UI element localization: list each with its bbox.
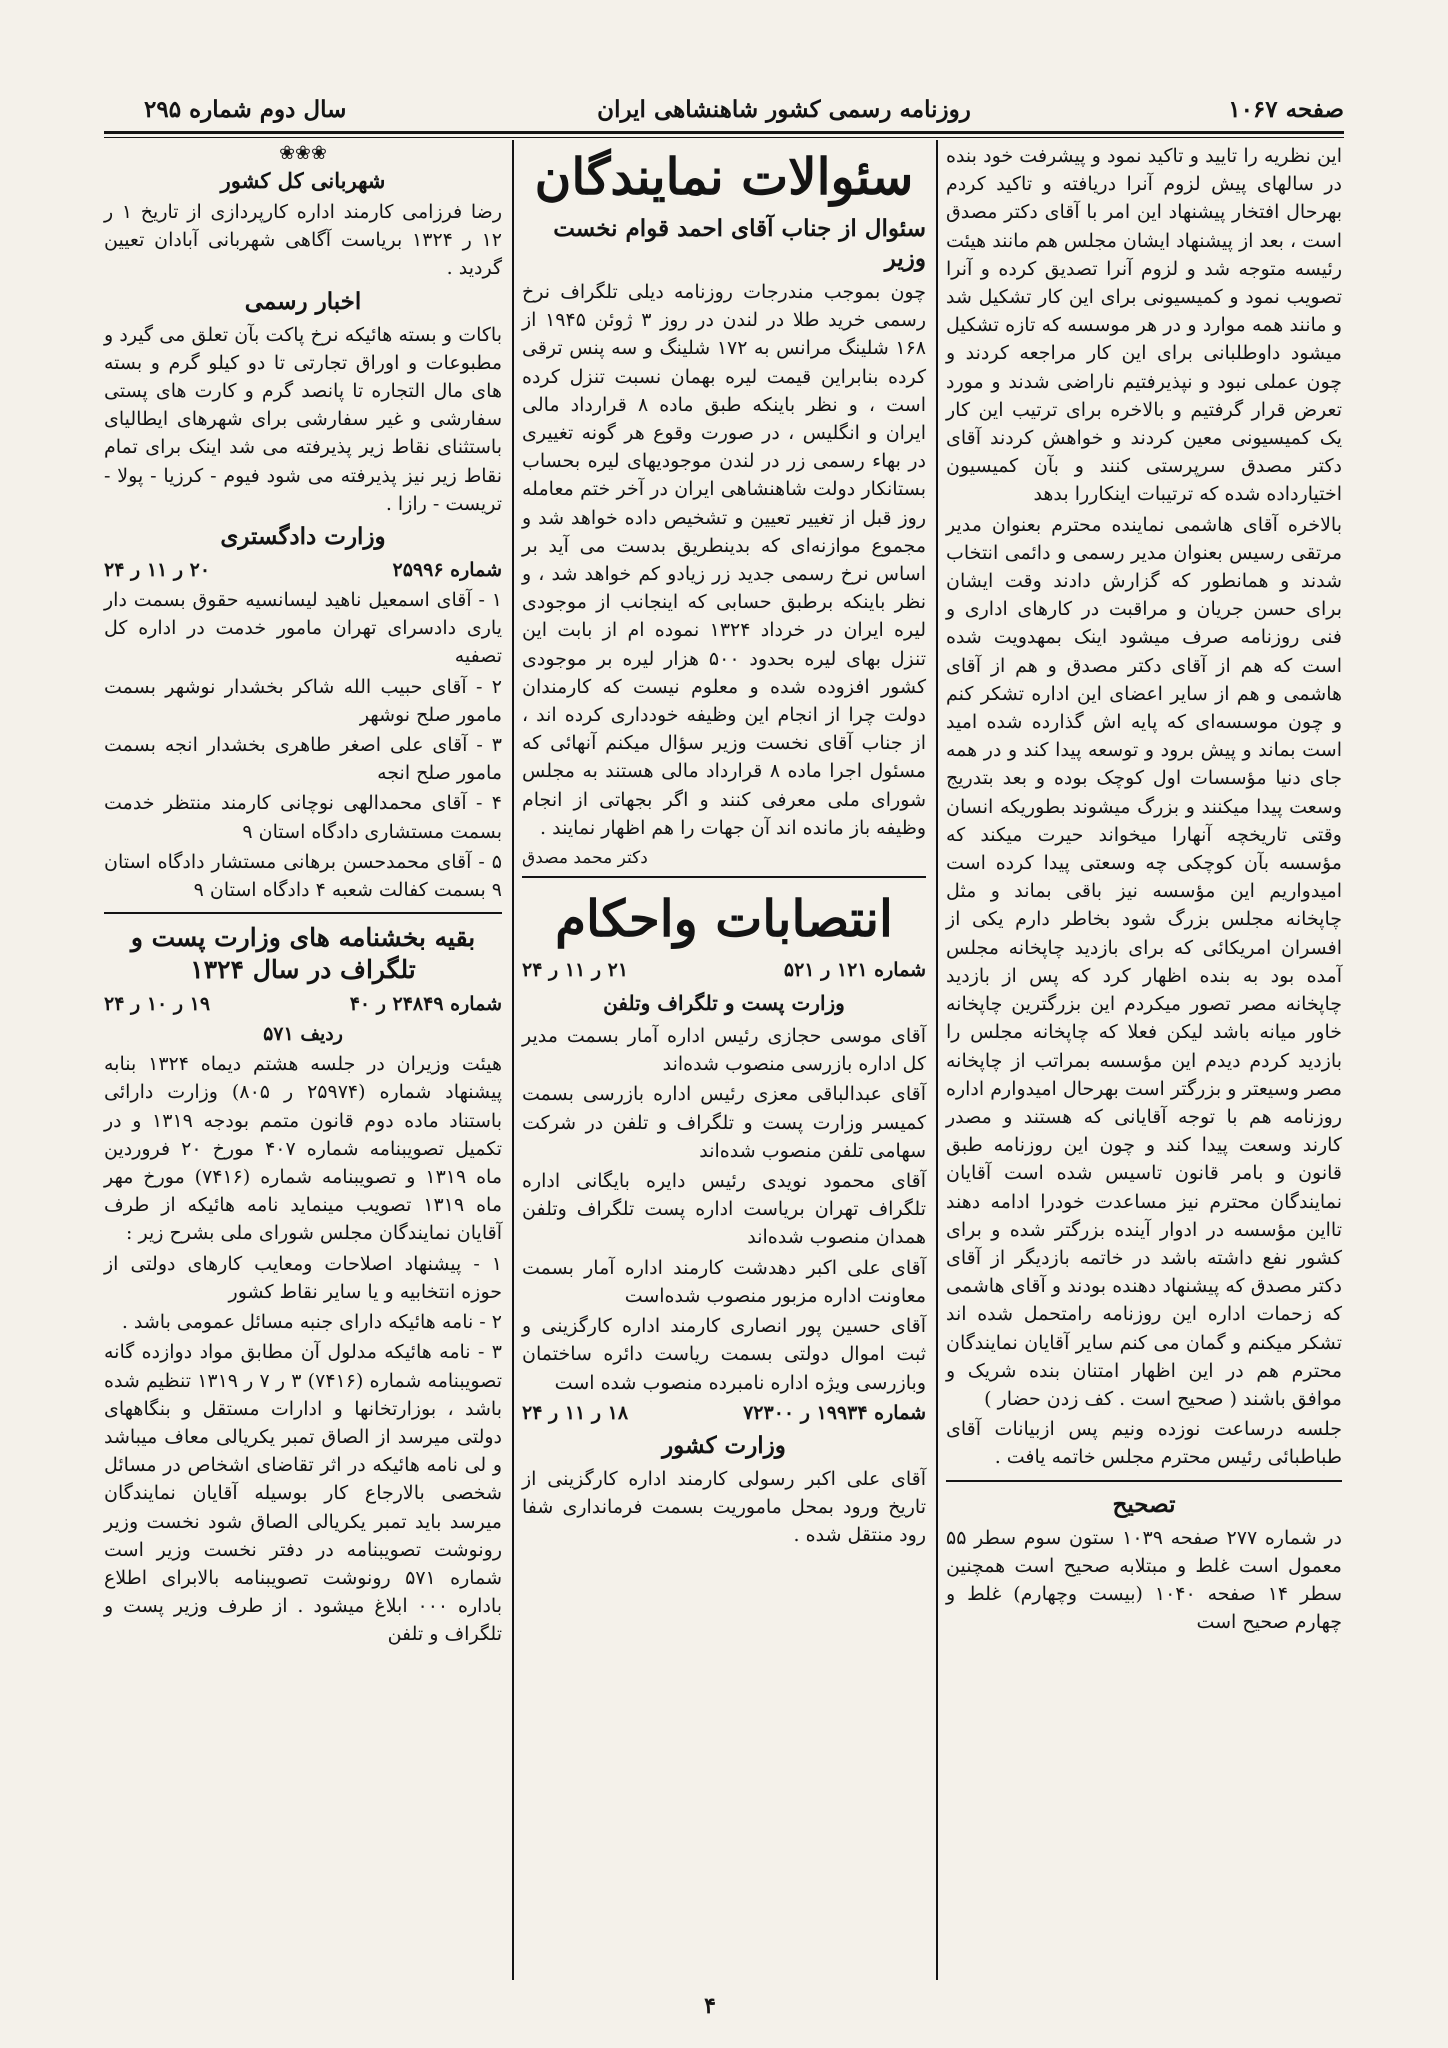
order-date: ۲۰ ر ۱۱ ر ۲۴	[104, 559, 211, 582]
footer-page-number: ۴	[704, 1993, 716, 2019]
row-label: ردیف ۵۷۱	[263, 1023, 343, 1046]
order-date: ۱۹ ر ۱۰ ر ۲۴	[104, 993, 211, 1016]
header-rule-thin	[104, 137, 1344, 138]
column-divider-right	[936, 140, 938, 1980]
circular-paragraph: ۱ - پیشنهاد اصلاحات ومعایب کارهای دولتی از حوزه انتخابیه و یا سایر نقاط کشور	[104, 1252, 502, 1303]
questions-section-heading: سئوالات نمایندگان	[534, 147, 914, 206]
column-divider-left	[512, 140, 514, 1980]
section-separator	[522, 876, 926, 878]
order-number-line	[522, 1399, 926, 1427]
column-middle	[522, 142, 926, 1551]
header-rule	[104, 131, 1344, 134]
ministry-heading: وزارت پست و تلگراف وتلفن	[603, 991, 845, 1016]
question-text: چون بموجب مندرجات روزنامه دیلی تلگراف نرخ رسمی خرید طلا در لندن در روز ۳ ژوئن ۱۹۴۵ از ۱۶۸ شلینگ مرانس به ۱۷۲ شلینگ و سه پنس ترقی کرده بنابراین قیمت لیره بهمان نسبت تنزل کرده است ، و نظر باینکه طبق ماده ۸ قرارداد مالی ایران و انگلیس ، در صورت وقوع هر گونه تغییری در بهاء رسمی زر در لندن موجودیهای لیره بحساب بستانکار دولت شاهنشاهی ایران در آخر ختم معامله روز قبل از تغییر تعیین و تشخیص داده خواهد شد و مجموع موازنه‌ای که بدینطریق بدست می آید بر اساس نرخ رسمی جدید زر زیادو کم خواهد شد ، و نظر باینکه برطبق حسابی که اینجانب از موجودی لیره ایران در خرداد ۱۳۲۴ نموده ام از بابت این تنزل بهای لیره بحدود ۵۰۰ هزار لیره بر موجودی کشور افزوده شده و معلوم نیست که کارمندان دولت چرا از انجام این وظیفه خودداری کرده اند ، از جناب آقای نخست وزیر سؤال میکنم آنهائی که مسئول اجرا ماده ۸ قرارداد مالی هستند به مجلس شورای ملی معرفی کنند و اگر بجهاتی از انجام وظیفه باز مانده اند آن جهات را هم اظهار نمایند .	[522, 281, 927, 839]
order-date: ۱۸ ر ۱۱ ر ۲۴	[522, 1401, 629, 1424]
official-news-heading: اخبار رسمی	[244, 287, 362, 315]
column-right	[946, 142, 1342, 1638]
police-text: رضا فرزامی کارمند اداره کارپردازی از تاریخ ۱ ر ۱۲ ر ۱۳۲۴ بریاست آگاهی شهربانی آبادان تعیین گردید .	[104, 201, 502, 280]
justice-item: ۲ - آقای حبیب الله شاکر بخشدار نوشهر بسمت مامور صلح نوشهر	[104, 675, 502, 726]
order-number: شماره ۱۲۱ ر ۵۲۱	[783, 959, 926, 982]
parliament-speech-paragraph: این نظریه را تایید و تاکید نمود و پیشرفت خود بنده در سالهای پیش لزوم آنرا دریافته و تاکید کردم بهرحال افتخار پیشنهاد این امر با آقای دکتر مصدق است ، بعد از پیشنهاد ایشان مجلس هم مانند هیئت رئیسه متوجه شد و لزوم آنرا تصدیق کرده و آنرا تصویب نمود و کمیسیونی برای این کار تشکیل شد و مانند همه موارد و در هر موسسه که تازه تشکیل میشود داوطلبانی برای این کار مراجعه کردند و چون عملی نبود و نپذیرفتیم ناراضی شدند و مورد تعرض قرار گرفتیم و بالاخره برای ترتیب این کار یک کمیسیونی معین کردند و خواهش کردند آقای دکتر مصدق سرپرستی کنند و بآن کمیسیون اختیارداده شده که ترتیبات اینکاررا بدهد	[946, 145, 1342, 506]
justice-item: ۱ - آقای اسمعیل ناهید لیسانسیه حقوق بسمت دار یاری دادسرای تهران مامور خدمت در اداره کل تصفیه	[104, 589, 502, 668]
parliament-speech-paragraph: بالاخره آقای هاشمی نماینده محترم بعنوان مدیر مرتقی رسیس بعنوان مدیر رسمی و دائمی انتخاب شدند و همانطور که گزارش دادند وقت ایشان برای حسن جریان و مراقبت در کارهای اداری و فنی روزنامه صرف میشود اینک بمهدویت شده است که هم از آقای دکتر مصدق و هم از آقای هاشمی و هم از سایر اعضای این اداره تشکر کنم و چون موسسه‌ای که پایه اش گذارده شده امید است بماند و پیش برود و توسعه پیدا کند و در همه جای دنیا مؤسسات اول کوچک بوده و بعد بتدریج وسعت پیدا میکنند و بزرگ میشوند بطوریکه انسان وقتی تاریخچه آنهارا میخواند حیرت میکند که مؤسسه بآن کوچکی چه وسعتی پیدا کرده است امیدواریم این مؤسسه نیز باقی بماند و مثل چاپخانه مجلس بزرگ شود بخاطر دارم یکی از افسران امریکائی که برای بازدید چاپخانه مجلس آمده بود به بنده اظهار کرد که پس از بازدید چاپخانه مصر تصور میکردم این بزرگترین چاپخانه خاور میانه باشد لیکن فعلا که چاپخانه مجلس را بازدید کردم دیدم این مؤسسه بمراتب از چاپخانه مصر وسیعتر و بزرگتر است بهرحال امیدوارم اداره روزنامه هم با توجه آقایانی که هستند و مصدر کارند وسعت پیدا کند و چون این روزنامه طبق قانون و بامر قانون تاسیس شده است آقایان نمایندگان محترم نیز مساعدت خودرا ادامه دهند تااین مؤسسه در ادوار آینده بزرگتر شده و برای کشور نفع داشته باشد در خاتمه بازدیگر از آقای دکتر مصدق که پیشنهاد دهنده بودند و آقای هاشمی که زحمات اداره این روزنامه رامتحمل شده اند تشکر میکنم و گمان می کنم سایر آقایان نمایندگان محترم هم در این اظهار امتنان بنده شریک و موافق باشند ( صحیح است . کف زدن حضار )	[946, 513, 1342, 1410]
ministry-heading: وزارت کشور	[662, 1431, 786, 1459]
appointment-item: آقای عبدالباقی معزی رئیس اداره بازرسی بسمت کمیسر وزارت پست و تلگراف و تلفن در شرکت سهامی تلفن منصوب شده‌اند	[522, 1083, 926, 1162]
page-header	[104, 96, 1344, 130]
ornament-stars: ❀❀❀	[279, 142, 327, 164]
justice-item: ۳ - آقای علی اصغر طاهری بخشدار انجه بسمت مامور صلح انجه	[104, 734, 502, 785]
justice-ministry-heading: وزارت دادگستری	[220, 523, 386, 551]
question-signature: دکتر محمد مصدق	[522, 848, 648, 869]
circular-paragraph: ۳ - نامه هائیکه مدلول آن مطابق مواد دوازده گانه تصویبنامه شماره (۷۴۱۶) ۳ ر ۷ ر ۱۳۱۹ تنظیم شده باشد ، بوزارتخانها و ادارات مستقل و بنگاههای دولتی میرسد از الصاق تمبر یکریالی معاف میباشد و لی نامه هائیکه در اثر تقاضای اشخاص در مسائل شخصی بالارجاع کار بوسیله آقایان نمایندگان میرسد باید تمبر یکریالی الصاق شود نخست وزیر رونوشت تصویبنامه در دفتر نخست وزیر است شماره ۵۷۱ رونوشت تصویبنامه بالابرای اطلاع باداره ۰۰۰ ابلاغ میشود . از طرف وزیر پست و تلگراف و تلفن	[104, 1341, 503, 1646]
order-number-line	[104, 990, 502, 1018]
session-closing-paragraph: جلسه درساعت نوزده ونیم پس ازبیانات آقای طباطبائی رئیس محترم مجلس خاتمه یافت .	[946, 1418, 1342, 1469]
circular-paragraph: هیئت وزیران در جلسه هشتم دیماه ۱۳۲۴ بنابه پیشنهاد شماره (۲۵۹۷۴ ر ۸۰۵) وزارت دارائی باستناد ماده دوم قانون متمم بودجه ۱۳۱۹ و در تکمیل تصویبنامه شماره ۴۰۷ مورخ ۲۰ فروردین ماه ۱۳۱۹ و تصویبنامه شماره (۷۴۱۶) مورخ مهر ماه ۱۳۱۹ تصویب مینماید نامه هائیکه از طرف آقایان نمایندگان مجلس شورای ملی بشرح زیر :	[104, 1053, 503, 1245]
order-number: شماره ۲۵۹۹۶	[392, 559, 502, 582]
order-number-line	[104, 556, 502, 584]
circulars-heading: بقیه بخشنامه های وزارت پست و تلگراف در سال ۱۳۲۴	[130, 923, 476, 985]
circular-paragraph: ۲ - نامه هائیکه دارای جنبه مسائل عمومی باشد .	[121, 1311, 502, 1334]
page-number-label: صفحه ۱۰۶۷	[1228, 96, 1344, 123]
official-news-text: باکات و بسته هائیکه نرخ پاکت بآن تعلق می گیرد و مطبوعات و اوراق تجارتی تا دو کیلو گرم و بسته های مال التجاره تا پانصد گرم و کارت های پستی سفارشی و غیر سفارشی برای شهرهای ایطالیای باستثنای نقاط زیر پذیرفته می شد اینک برای تمام نقاط زیر نیز پذیرفته می شود فیوم - کرزیا - پولا - تریست - رازا .	[104, 323, 502, 515]
section-separator	[946, 1480, 1342, 1482]
police-heading: شهربانی کل کشور	[220, 168, 386, 193]
justice-item: ۵ - آقای محمدحسن برهانی مستشار دادگاه استان ۹ بسمت کفالت شعبه ۴ دادگاه استان ۹	[104, 850, 502, 902]
section-separator	[104, 912, 502, 914]
appointments-section-heading: انتصابات واحکام	[555, 889, 893, 949]
issue-label: سال دوم شماره ۲۹۵	[144, 96, 347, 123]
order-date: ۲۱ ر ۱۱ ر ۲۴	[522, 959, 629, 982]
appointment-item: آقای علی اکبر رسولی کارمند اداره کارگزینی از تاریخ ورود بمحل ماموریت بسمت فرمانداری شفا رود منتقل شده .	[522, 1467, 926, 1547]
correction-text: در شماره ۲۷۷ صفحه ۱۰۳۹ ستون سوم سطر ۵۵ معمول است غلط و مبتلابه صحیح است همچنین سطر ۱۴ صفحه ۱۰۴۰ (بیست وچهارم) غلط و چهارم صحیح است	[946, 1526, 1342, 1634]
column-left	[104, 142, 502, 1651]
order-number-line	[522, 956, 926, 984]
appointment-item: آقای محمود نویدی رئیس دایره بایگانی اداره تلگراف تهران بریاست اداره پست تلگراف وتلفن همدان منصوب شده‌اند	[522, 1170, 926, 1249]
newspaper-title: روزنامه رسمی کشور شاهنشاهی ایران	[597, 96, 971, 123]
appointment-item: آقای موسی حجازی رئیس اداره آمار بسمت مدیر کل اداره بازرسی منصوب شده‌اند	[522, 1025, 926, 1076]
correction-heading: تصحیح	[1112, 1490, 1176, 1518]
question-heading: سئوال از جناب آقای احمد قوام نخست وزیر	[553, 215, 926, 272]
appointment-item: آقای علی اکبر دهدشت کارمند اداره آمار بسمت معاونت اداره مزبور منصوب شده‌است	[522, 1256, 926, 1307]
order-number: شماره ۱۹۹۳۴ ر ۷۲۳۰۰	[743, 1401, 926, 1424]
justice-item: ۴ - آقای محمدالهی نوچانی کارمند منتظر خدمت بسمت مستشاری دادگاه استان ۹	[104, 792, 502, 843]
order-number: شماره ۲۴۸۴۹ ر ۴۰	[349, 993, 502, 1016]
appointment-item: آقای حسین پور انصاری کارمند اداره کارگزینی و ثبت اموال دولتی بسمت ریاست دائره ساختمان وبازرسی ویژه اداره نامبرده منصوب شده است	[522, 1315, 926, 1394]
